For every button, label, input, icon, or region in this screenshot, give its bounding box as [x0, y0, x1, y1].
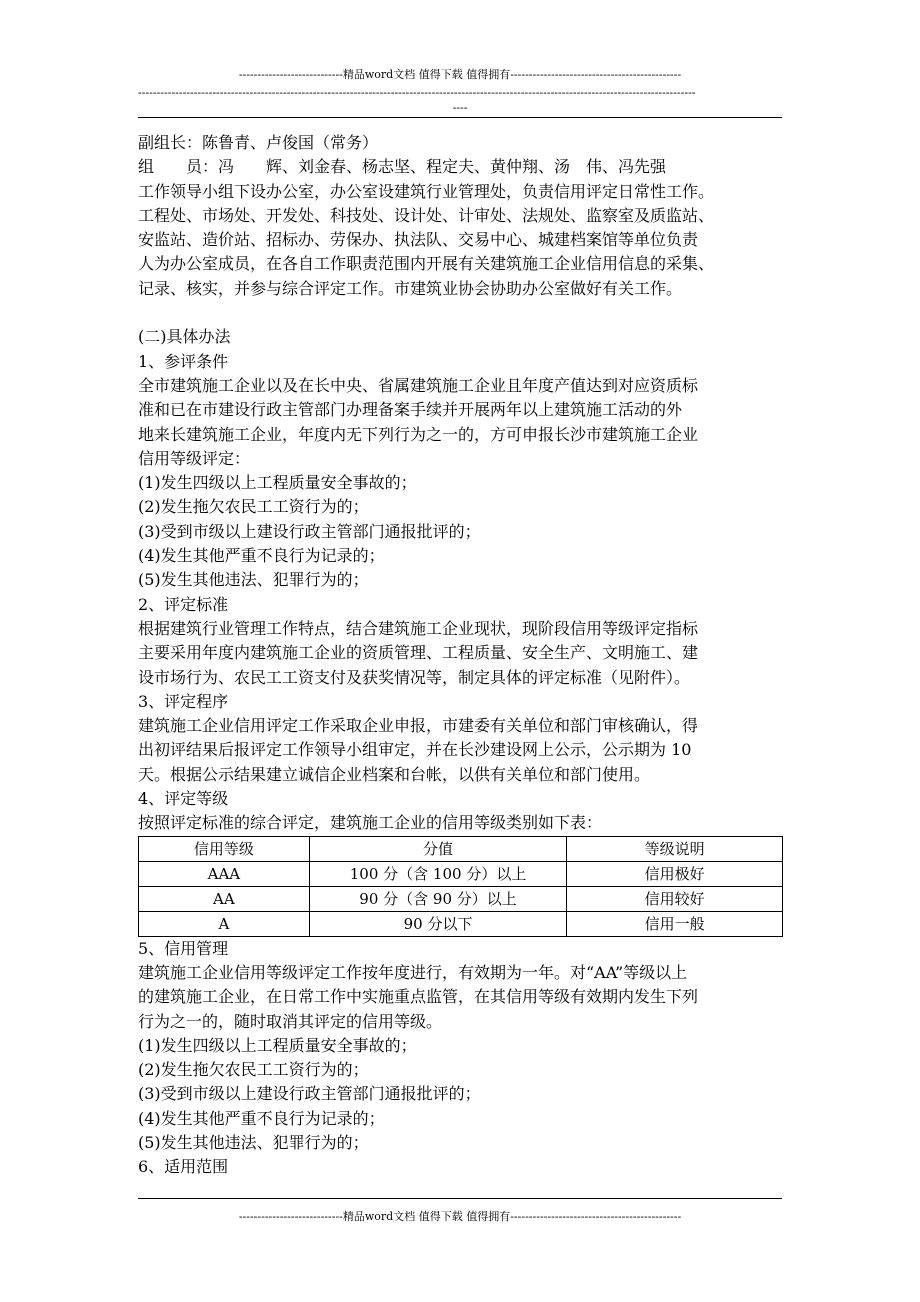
header-rule [138, 117, 782, 118]
list-item: (3)受到市级以上建设行政主管部门通报批评的； [138, 521, 481, 541]
table-header-cell: 信用等级 [139, 836, 310, 861]
paragraph-text: 行为之一的，随时取消其评定的信用等级。 [138, 1011, 443, 1031]
table-cell: 100 分（含 100 分）以上 [309, 861, 567, 886]
paragraph-text: 建筑施工企业信用评定工作采取企业申报，市建委有关单位和部门审核确认，得 [138, 716, 699, 736]
list-item: (1)发生四级以上工程质量安全事故的； [138, 1035, 417, 1055]
table-cell: 信用一般 [567, 911, 783, 936]
paragraph-text: 的建筑施工企业，在日常工作中实施重点监管，在其信用等级有效期内发生下列 [138, 987, 699, 1007]
blank-line [138, 301, 786, 325]
paragraph-text: 准和已在市建设行政主管部门办理备案手续并开展两年以上建筑施工活动的外 [138, 400, 683, 420]
paragraph-text: 工作领导小组下设办公室，办公室设建筑行业管理处，负责信用评定日常性工作。 [138, 181, 715, 201]
paragraph-text: 建筑施工企业信用等级评定工作按年度进行，有效期为一年。对“AA”等级以上 [138, 962, 688, 982]
paragraph-text: 全市建筑施工企业以及在长中央、省属建筑施工企业且年度产值达到对应资质标 [138, 375, 699, 395]
footer-rule [138, 1198, 782, 1199]
paragraph-text: 安监站、造价站、招标办、劳保办、执法队、交易中心、城建档案馆等单位负责 [138, 230, 699, 250]
footer-banner: ----------------------------精品word文档 值得下载 值得拥有---------------------------------------------- [238, 1210, 682, 1223]
list-item: (2)发生拖欠农民工工资行为的； [138, 1060, 369, 1080]
list-item: (1)发生四级以上工程质量安全事故的； [138, 473, 417, 493]
paragraph-text: 按照评定标准的综合评定，建筑施工企业的信用等级类别如下表： [138, 813, 603, 833]
paragraph-text: 设市场行为、农民工工资支付及获奖情况等，制定具体的评定标准（见附件）。 [138, 667, 691, 687]
subsection-heading: 6、适用范围 [138, 1157, 229, 1177]
section-heading: (二)具体办法 [138, 327, 231, 347]
subsection-heading: 1、参评条件 [138, 351, 229, 371]
header-dash-line: ------------------------------------------------------------------------------------------------------------------------------------------------------ [138, 86, 696, 99]
paragraph-deputy-leaders: 副组长：陈鲁青、卢俊国（常务） [138, 133, 379, 152]
table-header-cell: 等级说明 [567, 836, 783, 861]
table-header-cell: 分值 [309, 836, 567, 861]
paragraph-text: 天。根据公示结果建立诚信企业档案和台帐，以供有关单位和部门使用。 [138, 764, 651, 784]
subsection-heading: 3、评定程序 [138, 691, 229, 711]
paragraph-text: 地来长建筑施工企业，年度内无下列行为之一的，方可申报长沙市建筑施工企业 [138, 424, 699, 444]
table-cell: AAA [139, 861, 310, 886]
subsection-heading: 4、评定等级 [138, 789, 229, 809]
header-dash-tail: ---- [452, 101, 468, 114]
credit-grade-table [138, 836, 783, 937]
document-body [138, 131, 786, 1180]
table-cell: 90 分以下 [309, 911, 567, 936]
paragraph-text: 信用等级评定： [138, 448, 251, 468]
list-item: (4)发生其他严重不良行为记录的； [138, 1108, 385, 1128]
list-item: (2)发生拖欠农民工工资行为的； [138, 497, 369, 517]
paragraph-text: 工程处、市场处、开发处、科技处、设计处、计审处、法规处、监察室及质监站、 [138, 205, 715, 225]
table-cell: AA [139, 886, 310, 911]
paragraph-text: 人为办公室成员，在各自工作职责范围内开展有关建筑施工企业信用信息的采集、 [138, 254, 715, 274]
list-item: (5)发生其他违法、犯罪行为的； [138, 570, 369, 590]
subsection-heading: 2、评定标准 [138, 594, 229, 614]
header-banner: ----------------------------精品word文档 值得下载 值得拥有---------------------------------------------- [238, 68, 682, 81]
list-item: (3)受到市级以上建设行政主管部门通报批评的； [138, 1084, 481, 1104]
paragraph-text: 根据建筑行业管理工作特点，结合建筑施工企业现状，现阶段信用等级评定指标 [138, 618, 699, 638]
paragraph-text: 出初评结果后报评定工作领导小组审定，并在长沙建设网上公示，公示期为 10 [138, 740, 692, 760]
paragraph-members: 组 员：冯 辉、刘金春、杨志坚、程定夫、黄仲翔、汤 伟、冯先强 [138, 157, 667, 177]
subsection-heading: 5、信用管理 [138, 938, 229, 958]
table-cell: 信用极好 [567, 861, 783, 886]
table-cell: A [139, 911, 310, 936]
table-row [139, 886, 783, 911]
list-item: (5)发生其他违法、犯罪行为的； [138, 1132, 369, 1152]
list-item: (4)发生其他严重不良行为记录的； [138, 546, 385, 566]
table-cell: 90 分（含 90 分）以上 [309, 886, 567, 911]
table-row [139, 911, 783, 936]
table-header-row [139, 836, 783, 861]
table-cell: 信用较好 [567, 886, 783, 911]
paragraph-text: 主要采用年度内建筑施工企业的资质管理、工程质量、安全生产、文明施工、建 [138, 643, 699, 663]
table-row [139, 861, 783, 886]
paragraph-text: 记录、核实，并参与综合评定工作。市建筑业协会协助办公室做好有关工作。 [138, 278, 683, 298]
